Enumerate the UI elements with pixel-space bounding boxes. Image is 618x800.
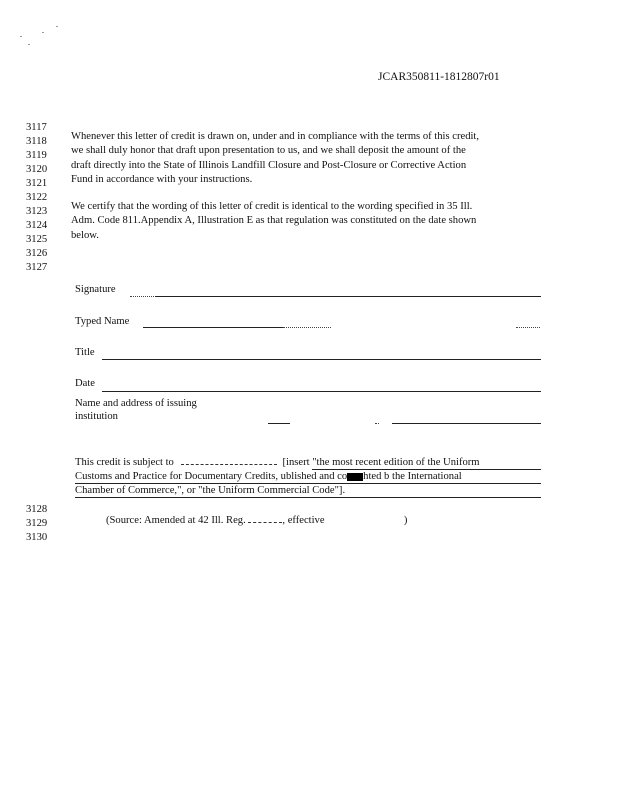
line-number: 3118 <box>26 136 47 147</box>
line-number: 3128 <box>26 504 48 515</box>
title-label: Title <box>75 347 95 358</box>
institution-dot <box>375 423 379 424</box>
scan-speck <box>20 36 22 37</box>
signature-line[interactable] <box>155 296 541 297</box>
institution-label <box>75 397 197 423</box>
paragraph-honor-draft <box>71 130 541 187</box>
line-number: 3121 <box>26 178 48 189</box>
line-number: 3130 <box>26 532 48 543</box>
line-number: 3117 <box>26 122 47 133</box>
typed-name-dots-end <box>516 327 540 328</box>
line-number: 3122 <box>26 192 48 203</box>
line-number: 3120 <box>26 164 48 175</box>
paragraph-line: Adm. Code 811.Appendix A, Illustration E as that regulation was constituted on the date shown <box>71 215 477 227</box>
subject-line2-start: Customs and Practice for Documentary Credits, <box>75 471 278 482</box>
institution-line[interactable] <box>392 423 541 424</box>
subject-line2-mid2: hted b <box>363 471 390 482</box>
subject-underline-3 <box>75 497 541 498</box>
line-number: 3129 <box>26 518 48 529</box>
subject-line2-end: the International <box>392 471 462 482</box>
subject-line1-end: [insert "the most recent edition of the Uniform <box>282 457 480 468</box>
typed-name-label: Typed Name <box>75 316 130 327</box>
signature-label: Signature <box>75 284 116 295</box>
subject-underline-1 <box>312 469 541 470</box>
subject-underline-2 <box>75 483 541 484</box>
typed-name-line[interactable] <box>143 327 283 328</box>
subject-clause <box>75 456 480 498</box>
source-prefix: (Source: Amended at 42 Ill. Reg. <box>106 515 246 526</box>
line-number: 3127 <box>26 262 48 273</box>
paragraph-line: We certify that the wording of this letter of credit is identical to the wording specified in 35 Ill. <box>71 201 473 212</box>
source-reg-blank[interactable] <box>248 514 282 523</box>
source-close: ) <box>403 515 408 526</box>
title-line[interactable] <box>102 359 541 360</box>
paragraph-line: Fund in accordance with your instructions. <box>71 173 253 185</box>
source-effective: , effective <box>282 515 325 526</box>
line-number: 3125 <box>26 234 48 245</box>
scan-speck <box>28 44 30 45</box>
signature-leader <box>130 296 154 297</box>
subject-blank[interactable] <box>181 456 277 465</box>
date-line[interactable] <box>102 391 541 392</box>
line-number: 3126 <box>26 248 48 259</box>
subject-line1-start: This credit is subject to <box>75 457 174 468</box>
line-number: 3119 <box>26 150 47 161</box>
paragraph-line: draft directly into the State of Illinois Landfill Closure and Post-Closure or Corrective Action <box>71 159 467 171</box>
date-label: Date <box>75 378 95 389</box>
paragraph-line: Whenever this letter of credit is drawn on, under and in compliance with the terms of this credit, <box>71 131 480 142</box>
paragraph-certify-wording <box>71 200 541 243</box>
document-id: JCAR350811-1812807r01 <box>378 71 500 83</box>
subject-line2-mid1: ublished and co <box>280 471 348 482</box>
redaction-mark <box>347 473 363 481</box>
paragraph-line: we shall duly honor that draft upon presentation to us, and we shall deposit the amount of the <box>71 145 466 157</box>
subject-line3: Chamber of Commerce,", or "the Uniform Commercial Code"]. <box>75 485 346 496</box>
typed-name-dots <box>283 327 331 328</box>
paragraph-line: below. <box>71 229 99 241</box>
institution-label-line: institution <box>75 411 118 422</box>
line-number: 3123 <box>26 206 48 217</box>
institution-line-seg[interactable] <box>268 423 290 424</box>
institution-label-line: Name and address of issuing <box>75 398 197 409</box>
source-note <box>106 514 407 526</box>
scan-speck <box>56 26 58 27</box>
scan-speck <box>42 32 44 33</box>
line-number: 3124 <box>26 220 48 231</box>
